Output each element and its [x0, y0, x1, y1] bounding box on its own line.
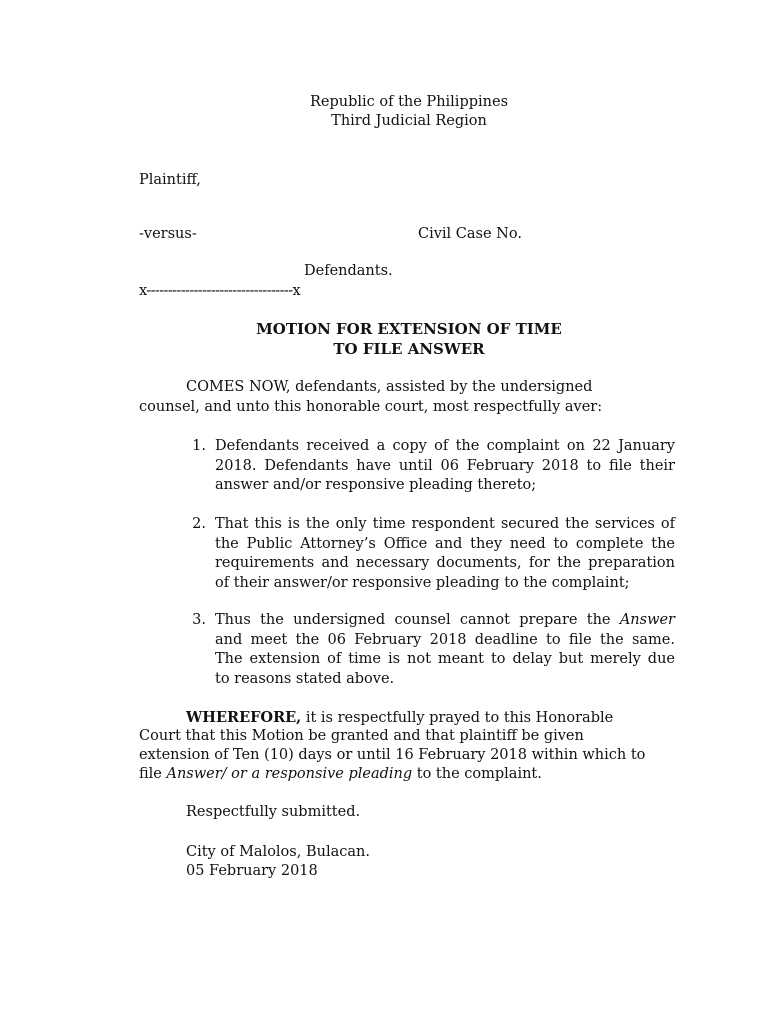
motion-title-line1: MOTION FOR EXTENSION OF TIME	[256, 320, 562, 338]
item-line: to reasons stated above.	[215, 670, 395, 687]
prayer-line4-pre: file	[139, 766, 167, 782]
intro-line1: COMES NOW, defendants, assisted by the undersigned	[186, 379, 593, 395]
prayer-line1	[186, 708, 613, 729]
defendants-label: Defendants.	[304, 263, 393, 279]
prayer-line1-rest: it is respectfully prayed to this Honorable	[301, 710, 614, 726]
item-line: That this is the only time respondent secured the services of	[215, 516, 675, 532]
list-item	[215, 515, 675, 593]
caption-separator: x----------------------------------x	[139, 283, 301, 299]
prayer-line4	[139, 765, 542, 785]
court-header-line1: Republic of the Philippines	[309, 94, 509, 110]
item-line: and meet the 06 February 2018 deadline to file the same.	[215, 631, 675, 648]
item-number: 2.	[192, 516, 206, 532]
prayer-line4-post: to the complaint.	[412, 766, 542, 782]
item-number: 1.	[192, 438, 206, 454]
item-line: The extension of time is not meant to delay but merely due	[215, 651, 675, 667]
item-line: of their answer/or responsive pleading to the complaint;	[215, 574, 630, 591]
item-line: 2018. Defendants have until 06 February 2018 to file their	[215, 457, 675, 474]
date-of-signing: 05 February 2018	[186, 863, 318, 879]
versus-label: -versus-	[139, 226, 197, 242]
civil-case-number: Civil Case No.	[418, 226, 522, 242]
item-line: requirements and necessary documents, for the preparation	[215, 555, 675, 571]
item-line: Defendants received a copy of the complaint on 22 January	[215, 438, 675, 454]
list-item	[215, 437, 675, 496]
prayer-line4-italic: Answer/ or a responsive pleading	[166, 766, 413, 782]
item-line	[215, 611, 675, 631]
item-line: the Public Attorney’s Office and they need to complete the	[215, 535, 675, 552]
prayer-line3: extension of Ten (10) days or until 16 February 2018 within which to	[139, 747, 646, 763]
item-number: 3.	[192, 612, 206, 628]
respectfully-submitted: Respectfully submitted.	[186, 804, 361, 820]
motion-title-line2: TO FILE ANSWER	[333, 340, 485, 358]
item-line: answer and/or responsive pleading thereto;	[215, 477, 537, 493]
intro-line2: counsel, and unto this honorable court, most respectfully aver:	[139, 399, 603, 415]
prayer-line2: Court that this Motion be granted and that plaintiff be given	[139, 728, 584, 744]
place-of-signing: City of Malolos, Bulacan.	[186, 844, 370, 860]
answer-italic: Answer	[619, 612, 675, 628]
item-line-text: Thus the undersigned counsel cannot prepare the	[215, 612, 620, 628]
wherefore-bold: WHEREFORE,	[186, 709, 302, 726]
plaintiff-label: Plaintiff,	[139, 172, 201, 188]
list-item	[215, 611, 675, 689]
court-header-line2: Third Judicial Region	[331, 113, 487, 129]
